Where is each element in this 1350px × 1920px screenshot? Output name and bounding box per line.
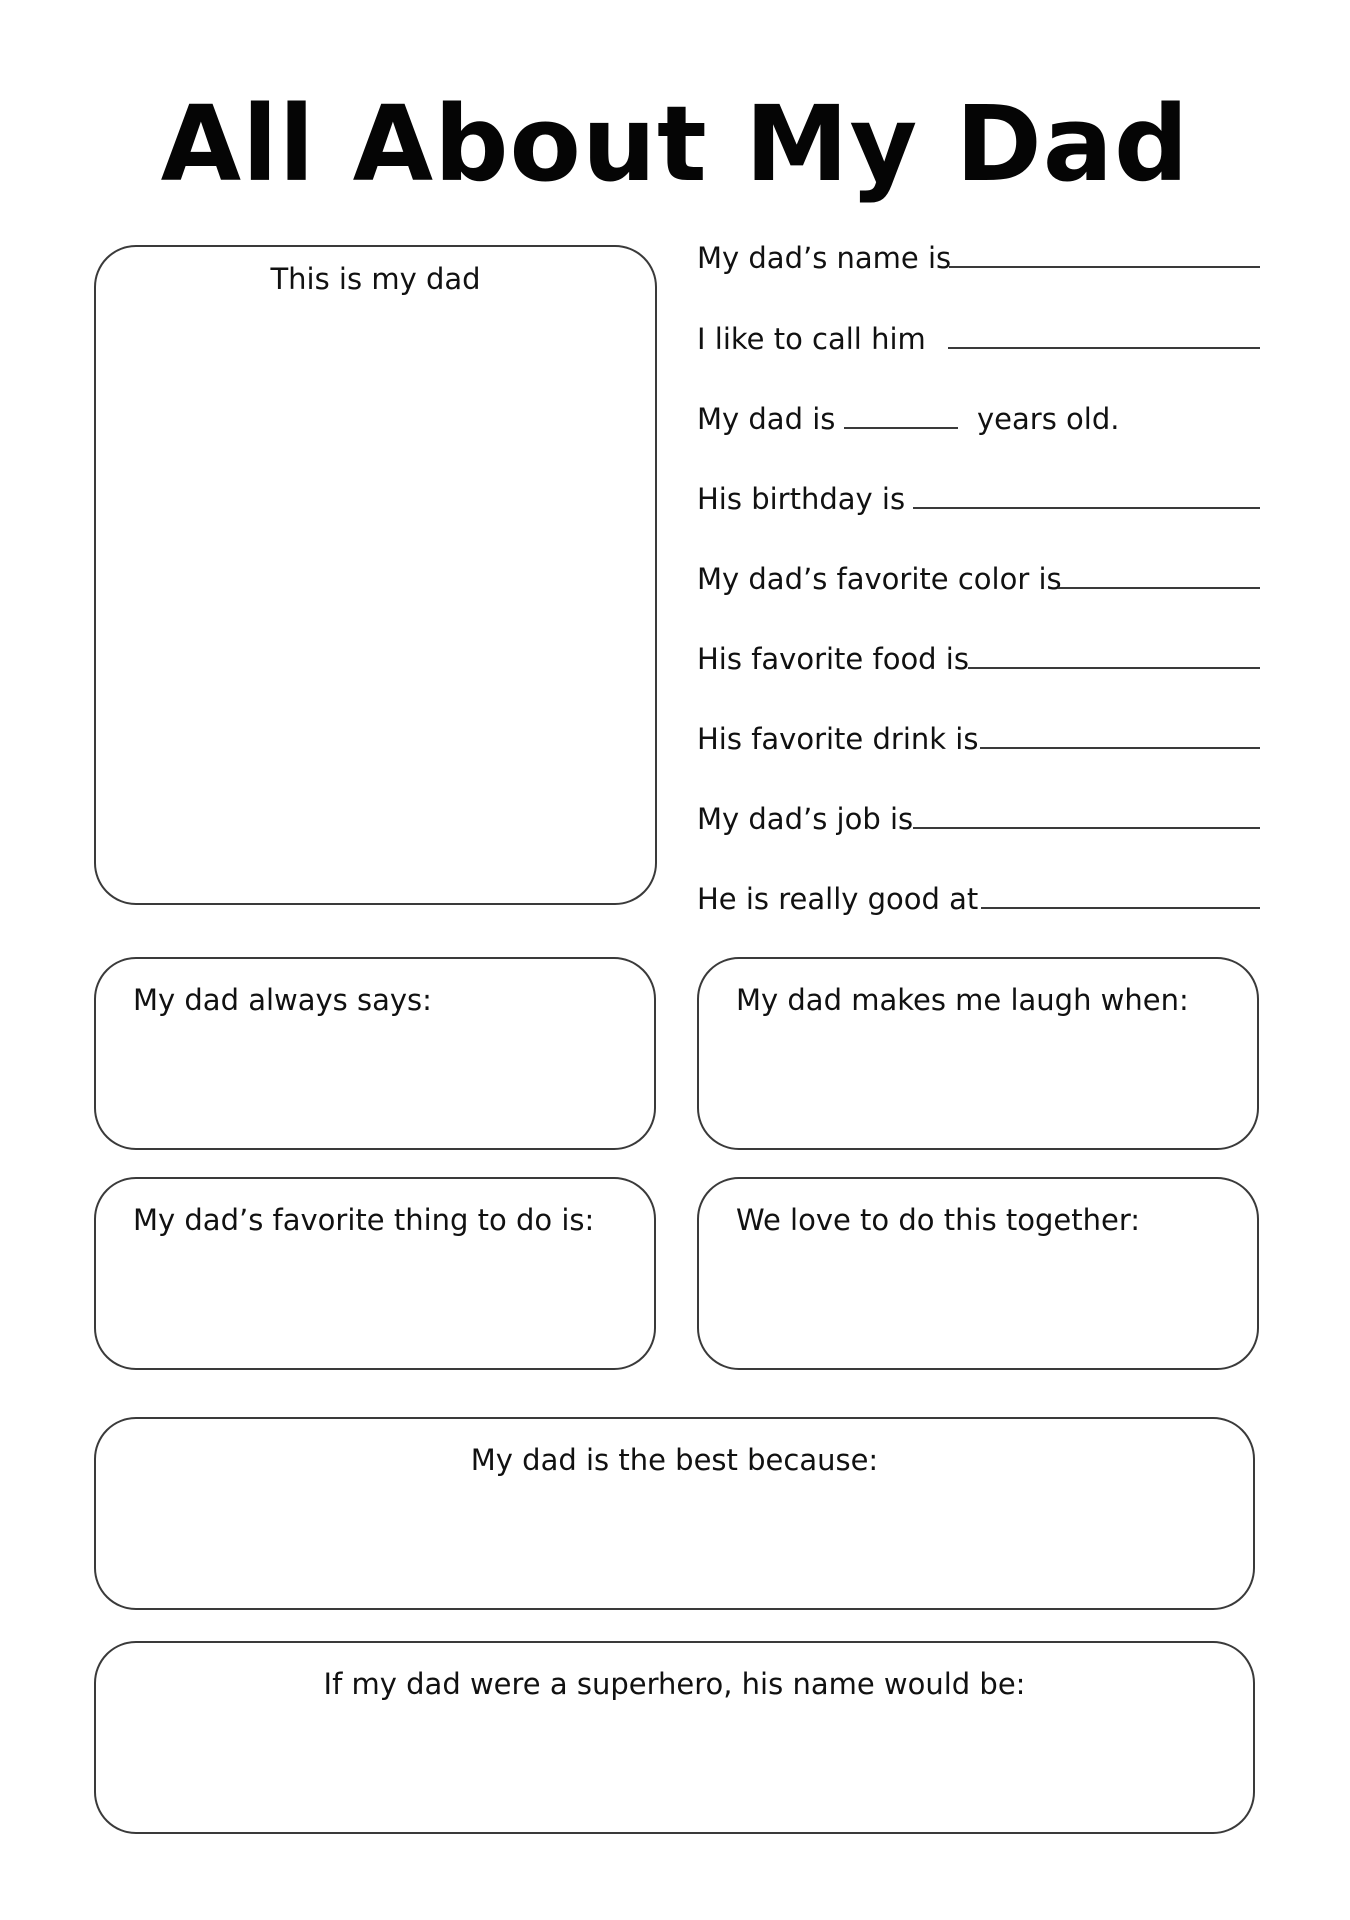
age-row <box>697 402 1261 443</box>
makes-me-laugh-label: My dad makes me laugh when: <box>736 983 1189 1017</box>
dad-name-line[interactable] <box>949 266 1260 268</box>
dad-name-row <box>697 241 1261 282</box>
favorite-color-label: My dad’s favorite color is <box>697 562 1062 596</box>
favorite-food-row <box>697 642 1261 683</box>
superhero-name-label: If my dad were a superhero, his name would be: <box>323 1667 1026 1701</box>
good-at-row <box>697 882 1261 923</box>
nickname-line[interactable] <box>948 347 1260 349</box>
makes-me-laugh-box[interactable] <box>697 957 1259 1150</box>
always-says-label: My dad always says: <box>133 983 432 1017</box>
age-suffix-label: years old. <box>977 402 1120 436</box>
together-label: We love to do this together: <box>736 1203 1141 1237</box>
favorite-food-label: His favorite food is <box>697 642 969 676</box>
dad-photo-box[interactable] <box>94 245 657 905</box>
page-title: All About My Dad <box>160 83 1190 205</box>
favorite-drink-line[interactable] <box>980 747 1260 749</box>
dad-name-label: My dad’s name is <box>697 241 952 275</box>
always-says-box[interactable] <box>94 957 656 1150</box>
favorite-food-line[interactable] <box>968 667 1260 669</box>
job-line[interactable] <box>913 827 1260 829</box>
favorite-drink-row <box>697 722 1261 763</box>
good-at-line[interactable] <box>981 907 1260 909</box>
age-label: My dad is <box>697 402 836 436</box>
favorite-thing-label: My dad’s favorite thing to do is: <box>133 1203 595 1237</box>
best-because-label: My dad is the best because: <box>470 1443 879 1477</box>
dad-photo-label: This is my dad <box>270 262 481 296</box>
birthday-row <box>697 482 1261 523</box>
best-because-box[interactable] <box>94 1417 1255 1610</box>
superhero-name-box[interactable] <box>94 1641 1255 1834</box>
favorite-thing-box[interactable] <box>94 1177 656 1370</box>
together-box[interactable] <box>697 1177 1259 1370</box>
nickname-row <box>697 322 1261 363</box>
nickname-label: I like to call him <box>697 322 926 356</box>
favorite-color-line[interactable] <box>1058 587 1260 589</box>
favorite-drink-label: His favorite drink is <box>697 722 979 756</box>
favorite-color-row <box>697 562 1261 603</box>
birthday-label: His birthday is <box>697 482 906 516</box>
job-row <box>697 802 1261 843</box>
age-line[interactable] <box>844 427 958 429</box>
job-label: My dad’s job is <box>697 802 914 836</box>
birthday-line[interactable] <box>913 507 1260 509</box>
good-at-label: He is really good at <box>697 882 979 916</box>
